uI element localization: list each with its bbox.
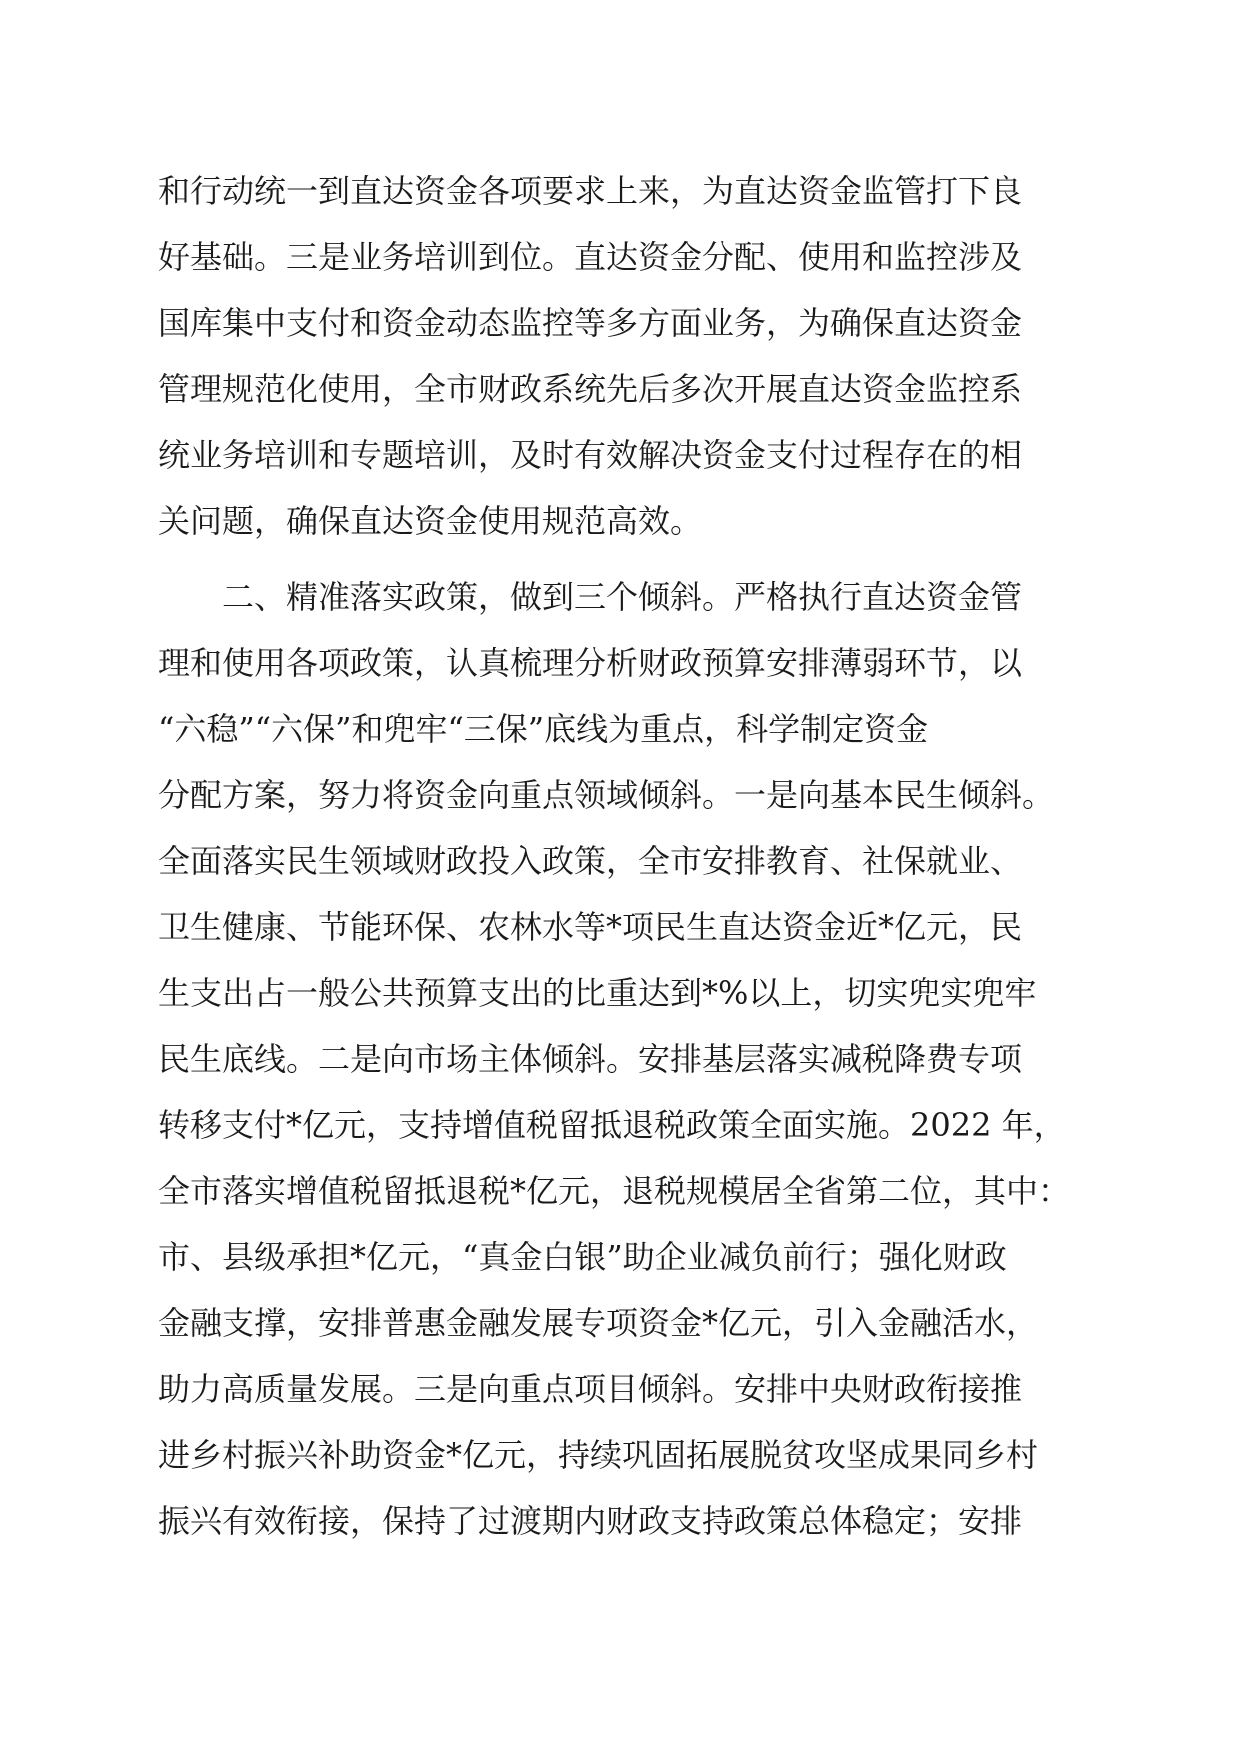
- text-line: 卫生健康、节能环保、农林水等*项民生直达资金近*亿元，民: [158, 908, 1023, 946]
- text-line: 民生底线。二是向市场主体倾斜。安排基层落实减税降费专项: [158, 1040, 1023, 1078]
- paragraph-first-line: 二、精准落实政策，做到三个倾斜。严格执行直达资金管: [222, 578, 1023, 616]
- text-line: 和行动统一到直达资金各项要求上来，为直达资金监管打下良: [158, 172, 1023, 210]
- text-line: 生支出占一般公共预算支出的比重达到*%以上，切实兜实兜牢: [158, 974, 1037, 1012]
- text-line: 关问题，确保直达资金使用规范高效。: [158, 502, 703, 540]
- text-line: 进乡村振兴补助资金*亿元，持续巩固拓展脱贫攻坚成果同乡村: [158, 1436, 1039, 1474]
- text-line: 助力高质量发展。三是向重点项目倾斜。安排中央财政衔接推: [158, 1370, 1023, 1408]
- text-line: 市、县级承担*亿元，“真金白银”助企业减负前行；强化财政: [158, 1238, 1007, 1276]
- text-line: 管理规范化使用，全市财政系统先后多次开展直达资金监控系: [158, 370, 1023, 408]
- text-line: 全市落实增值税留抵退税*亿元，退税规模居全省第二位，其中：: [158, 1172, 1071, 1210]
- text-line: 分配方案，努力将资金向重点领域倾斜。一是向基本民生倾斜。: [158, 776, 1055, 814]
- text-line: 转移支付*亿元，支持增值税留抵退税政策全面实施。2022 年，: [158, 1106, 1066, 1144]
- text-line: “六稳”“六保”和兜牢“三保”底线为重点，科学制定资金: [158, 710, 929, 748]
- text-line: 金融支撑，安排普惠金融发展专项资金*亿元，引入金融活水，: [158, 1304, 1039, 1342]
- text-line: 国库集中支付和资金动态监控等多方面业务，为确保直达资金: [158, 304, 1023, 342]
- text-line: 好基础。三是业务培训到位。直达资金分配、使用和监控涉及: [158, 238, 1023, 276]
- text-line: 振兴有效衔接，保持了过渡期内财政支持政策总体稳定；安排: [158, 1502, 1023, 1540]
- text-line: 理和使用各项政策，认真梳理分析财政预算安排薄弱环节，以: [158, 644, 1023, 682]
- text-line: 统业务培训和专题培训，及时有效解决资金支付过程存在的相: [158, 436, 1023, 474]
- text-line: 全面落实民生领域财政投入政策，全市安排教育、社保就业、: [158, 842, 1023, 880]
